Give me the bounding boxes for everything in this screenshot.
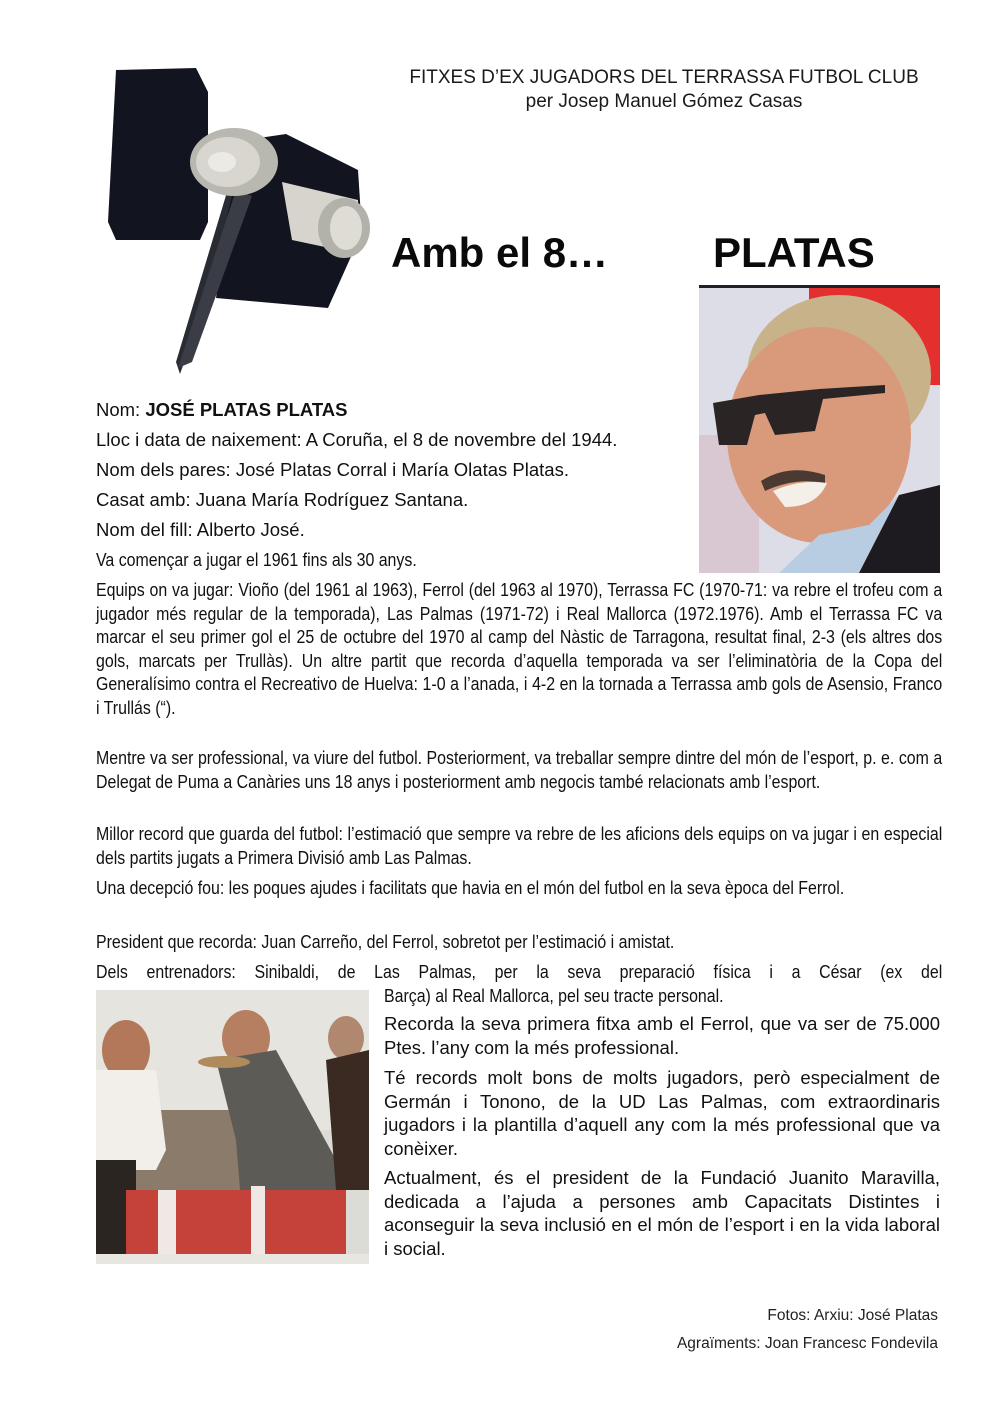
disappointment-paragraph: Una decepció fou: les poques ajudes i facilitats que havia en el món del futbol en la seva època del Ferrol. [96, 877, 845, 898]
coaches-paragraph-line2: Barça) al Real Mallorca, pel seu tracte personal. [384, 985, 724, 1006]
name-line [96, 398, 348, 422]
acknowledgements: Agraïments: Joan Francesc Fondevila [676, 1335, 938, 1352]
players-paragraph: Té records molt bons de molts jugadors, però especialment de Germán i Tonono, de la UD Las Palmas, com extraordinaris jugadors i la plantilla d’aquell any com la més professional que va conèixer. [384, 1067, 940, 1159]
photo-credit: Fotos: Arxiu: José Platas [767, 1307, 938, 1324]
son-line: Nom del fill: Alberto José. [96, 519, 305, 540]
name-label: Nom: [96, 399, 146, 420]
author-line: per Josep Manuel Gómez Casas [525, 91, 803, 112]
current-role-paragraph: Actualment, és el president de la Fundació Juanito Maravilla, dedicada a l’ajuda a persones amb Capacitats Distintes i aconseguir la seva inclusió en el món de l’esport i en la vida laboral i social. [384, 1167, 940, 1259]
career-paragraph: Mentre va ser professional, va viure del futbol. Posteriorment, va treballar sempre dintre del món de l’esport, p. e. com a Delegat de Puma a Canàries uns 18 anys i posteriorment amb negocis també relacionats amb l’esport. [96, 747, 943, 792]
player-full-name: JOSÉ PLATAS PLATAS [145, 399, 348, 420]
start-text: Va començar a jugar el 1961 fins als 30 anys. [96, 549, 417, 570]
parents-line: Nom dels pares: José Platas Corral i María Olatas Platas. [96, 459, 569, 480]
portrait-photo [699, 285, 940, 573]
title-number: Amb el 8… [391, 229, 609, 276]
loudspeaker-image [96, 62, 376, 374]
title-surname: PLATAS [713, 229, 875, 276]
birth-line: Lloc i data de naixement: A Coruña, el 8 de novembre del 1944. [96, 429, 618, 450]
trophy-ceremony-photo [96, 990, 369, 1264]
coaches-paragraph-line1: Dels entrenadors: Sinibaldi, de Las Palmas, per la seva preparació física i a César (ex del [96, 961, 943, 982]
teams-paragraph: Equips on va jugar: Vioño (del 1961 al 1963), Ferrol (del 1963 al 1970), Terrassa FC (1970-71: va rebre el trofeu com a jugador més regular de la temporada), Las Palmas (1971-72) i Real Mallorca (1972.1976). Amb el Terrassa FC va marcar el seu primer gol el 25 de octubre del 1970 al camp del Nàstic de Tarragona, resultat final, 2-3 (els altres dos gols, marcats per Trullàs). Un altre partit que recorda d’aquella temporada va ser l’eliminatòria de la Copa del Generalísimo contra el Recreativo de Huelva: 1-0 a l’anada, i 4-2 en la tornada a Terrassa amb gols de Asensio, Franco i Trullás (“). [96, 579, 943, 718]
start-line [96, 548, 469, 572]
first-contract-paragraph: Recorda la seva primera fitxa amb el Ferrol, que va ser de 75.000 Ptes. l’any com la més professional. [384, 1013, 940, 1058]
spouse-line: Casat amb: Juana María Rodríguez Santana. [96, 489, 469, 510]
series-title: FITXES D’EX JUGADORS DEL TERRASSA FUTBOL CLUB [409, 67, 919, 88]
best-memory-paragraph: Millor record que guarda del futbol: l’estimació que sempre va rebre de les aficions dels equips on va jugar i en especial dels partits jugats a Primera Divisió amb Las Palmas. [96, 823, 943, 868]
president-paragraph: President que recorda: Juan Carreño, del Ferrol, sobretot per l’estimació i amistat. [96, 931, 675, 952]
coaches-paragraph-line2-wrap [384, 984, 944, 1008]
